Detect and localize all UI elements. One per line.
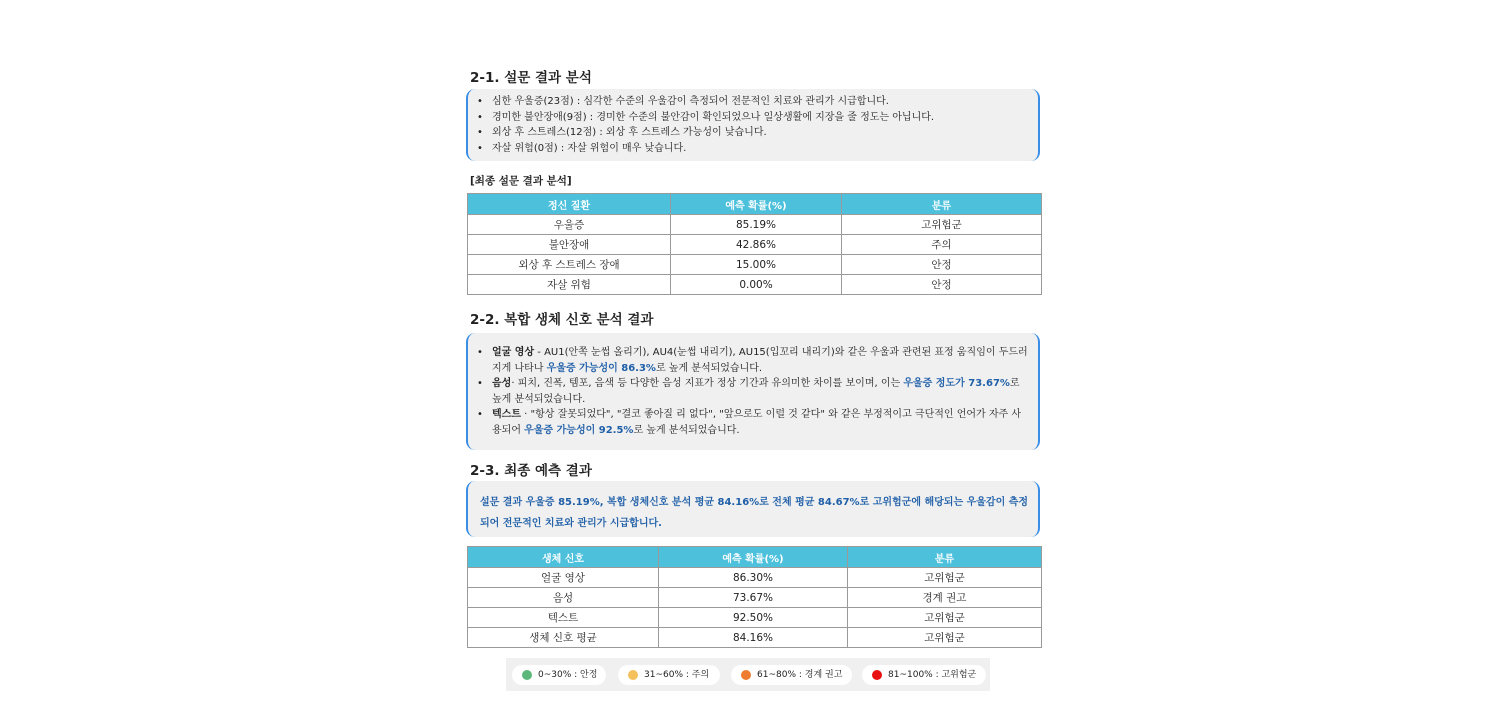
cell-probability: 85.19% bbox=[671, 215, 842, 235]
face-text-end: 로 높게 분석되었습니다. bbox=[655, 362, 763, 374]
cell-probability: 73.67% bbox=[659, 588, 848, 608]
table-header-row bbox=[468, 194, 1042, 215]
cell-category: 고위험군 bbox=[848, 608, 1042, 628]
face-label: 얼굴 영상 bbox=[492, 347, 535, 358]
cell-probability: 0.00% bbox=[671, 275, 842, 295]
section-title-biosignal: 2-2. 복합 생체 신호 분석 결과 bbox=[470, 312, 654, 328]
header-probability: 예측 확률(%) bbox=[671, 194, 842, 215]
survey-bullet-list bbox=[468, 94, 1038, 156]
text-label: 텍스트 bbox=[492, 409, 521, 420]
bullet-text bbox=[468, 407, 1028, 438]
table-row bbox=[468, 275, 1042, 295]
voice-text-end: 로 높게 분석되었습니다. bbox=[492, 378, 1020, 405]
legend-label: 61~80% : 경계 권고 bbox=[757, 670, 843, 680]
final-summary-box: 설문 결과 우울증 85.19%, 복합 생체신호 분석 평균 84.16%로 전체 평균 84.67%로 고위험군에 해당되는 우울감이 측정되어 전문적인 치료와 관리가 시급합니다. bbox=[466, 481, 1040, 537]
header-probability: 예측 확률(%) bbox=[659, 547, 848, 568]
biosignal-analysis-box bbox=[466, 333, 1040, 450]
cell-category: 주의 bbox=[842, 235, 1042, 255]
cell-disease: 자살 위험 bbox=[468, 275, 671, 295]
legend-item-high-risk bbox=[862, 665, 986, 685]
header-category: 분류 bbox=[848, 547, 1042, 568]
cell-category: 고위험군 bbox=[848, 628, 1042, 648]
table-row bbox=[468, 608, 1042, 628]
cell-category: 안정 bbox=[842, 275, 1042, 295]
cell-disease: 외상 후 스트레스 장애 bbox=[468, 255, 671, 275]
final-survey-label: [최종 설문 결과 분석] bbox=[470, 175, 572, 187]
cell-signal: 음성 bbox=[468, 588, 659, 608]
bullet-anxiety: • 경미한 불안장애(9점) : 경미한 수준의 불안감이 확인되었으나 일상생활에 지장을 줄 정도는 아닙니다. bbox=[468, 110, 1038, 126]
cell-signal: 텍스트 bbox=[468, 608, 659, 628]
table-row bbox=[468, 255, 1042, 275]
cell-category: 고위험군 bbox=[842, 215, 1042, 235]
cell-category: 고위험군 bbox=[848, 568, 1042, 588]
table-row bbox=[468, 588, 1042, 608]
section-title-final: 2-3. 최종 예측 결과 bbox=[470, 463, 592, 479]
biosignal-bullet-list bbox=[468, 345, 1038, 438]
bullet-depression: • 심한 우울증(23점) : 심각한 수준의 우울감이 측정되어 전문적인 치료와 관리가 시급합니다. bbox=[468, 94, 1038, 110]
survey-result-table bbox=[467, 193, 1042, 295]
text-text-end: 로 높게 분석되었습니다. bbox=[633, 424, 740, 436]
red-dot-icon bbox=[872, 670, 882, 680]
cell-category: 안정 bbox=[842, 255, 1042, 275]
risk-legend bbox=[506, 658, 990, 691]
legend-label: 0~30% : 안정 bbox=[538, 670, 598, 680]
bullet-voice bbox=[468, 376, 1028, 407]
biosignal-result-table bbox=[467, 546, 1042, 648]
legend-label: 31~60% : 주의 bbox=[644, 670, 710, 680]
legend-item-caution bbox=[618, 665, 720, 685]
cell-signal: 얼굴 영상 bbox=[468, 568, 659, 588]
cell-disease: 우울증 bbox=[468, 215, 671, 235]
cell-probability: 84.16% bbox=[659, 628, 848, 648]
bullet-suicide: • 자살 위험(0점) : 자살 위험이 매우 낮습니다. bbox=[468, 141, 1038, 157]
legend-item-warning bbox=[731, 665, 852, 685]
cell-disease: 불안장애 bbox=[468, 235, 671, 255]
voice-label: 음성 bbox=[492, 378, 512, 389]
green-dot-icon bbox=[522, 670, 532, 680]
orange-dot-icon bbox=[741, 670, 751, 680]
legend-label: 81~100% : 고위험군 bbox=[888, 670, 977, 680]
text-highlight: 우울증 가능성이 92.5% bbox=[524, 424, 634, 436]
face-highlight: 우울증 가능성이 86.3% bbox=[546, 362, 656, 374]
voice-text: · 피치, 진폭, 템포, 음색 등 다양한 음성 지표가 정상 기간과 유의미한 차이를 보이며, 이는 bbox=[511, 378, 904, 389]
section-title-survey: 2-1. 설문 결과 분석 bbox=[470, 70, 592, 86]
header-disease: 정신 질환 bbox=[468, 194, 671, 215]
cell-probability: 15.00% bbox=[671, 255, 842, 275]
yellow-dot-icon bbox=[628, 670, 638, 680]
cell-probability: 86.30% bbox=[659, 568, 848, 588]
text-text: · "항상 잘못되었다", "결코 좋아질 리 없다", "앞으로도 이럴 것 같다" 와 같은 부정적이고 극단적인 언어가 자주 사용되어 bbox=[492, 409, 1022, 436]
cell-signal: 생체 신호 평균 bbox=[468, 628, 659, 648]
table-row bbox=[468, 568, 1042, 588]
legend-item-stable bbox=[512, 665, 606, 685]
cell-probability: 92.50% bbox=[659, 608, 848, 628]
cell-probability: 42.86% bbox=[671, 235, 842, 255]
survey-summary-box bbox=[466, 89, 1040, 161]
header-category: 분류 bbox=[842, 194, 1042, 215]
bullet-face bbox=[468, 345, 1028, 376]
table-header-row bbox=[468, 547, 1042, 568]
table-row bbox=[468, 235, 1042, 255]
table-row bbox=[468, 628, 1042, 648]
header-signal: 생체 신호 bbox=[468, 547, 659, 568]
table-row bbox=[468, 215, 1042, 235]
voice-highlight: 우울증 정도가 73.67% bbox=[903, 378, 1010, 389]
cell-category: 경계 권고 bbox=[848, 588, 1042, 608]
bullet-ptsd: • 외상 후 스트레스(12점) : 외상 후 스트레스 가능성이 낮습니다. bbox=[468, 125, 1038, 141]
face-text: - AU1(안쪽 눈썹 올리기), AU4(눈썹 내리기), AU15(입꼬리 내리기)와 같은 우울과 관련된 표정 움직임이 두드러지게 나타나 bbox=[492, 347, 1028, 374]
